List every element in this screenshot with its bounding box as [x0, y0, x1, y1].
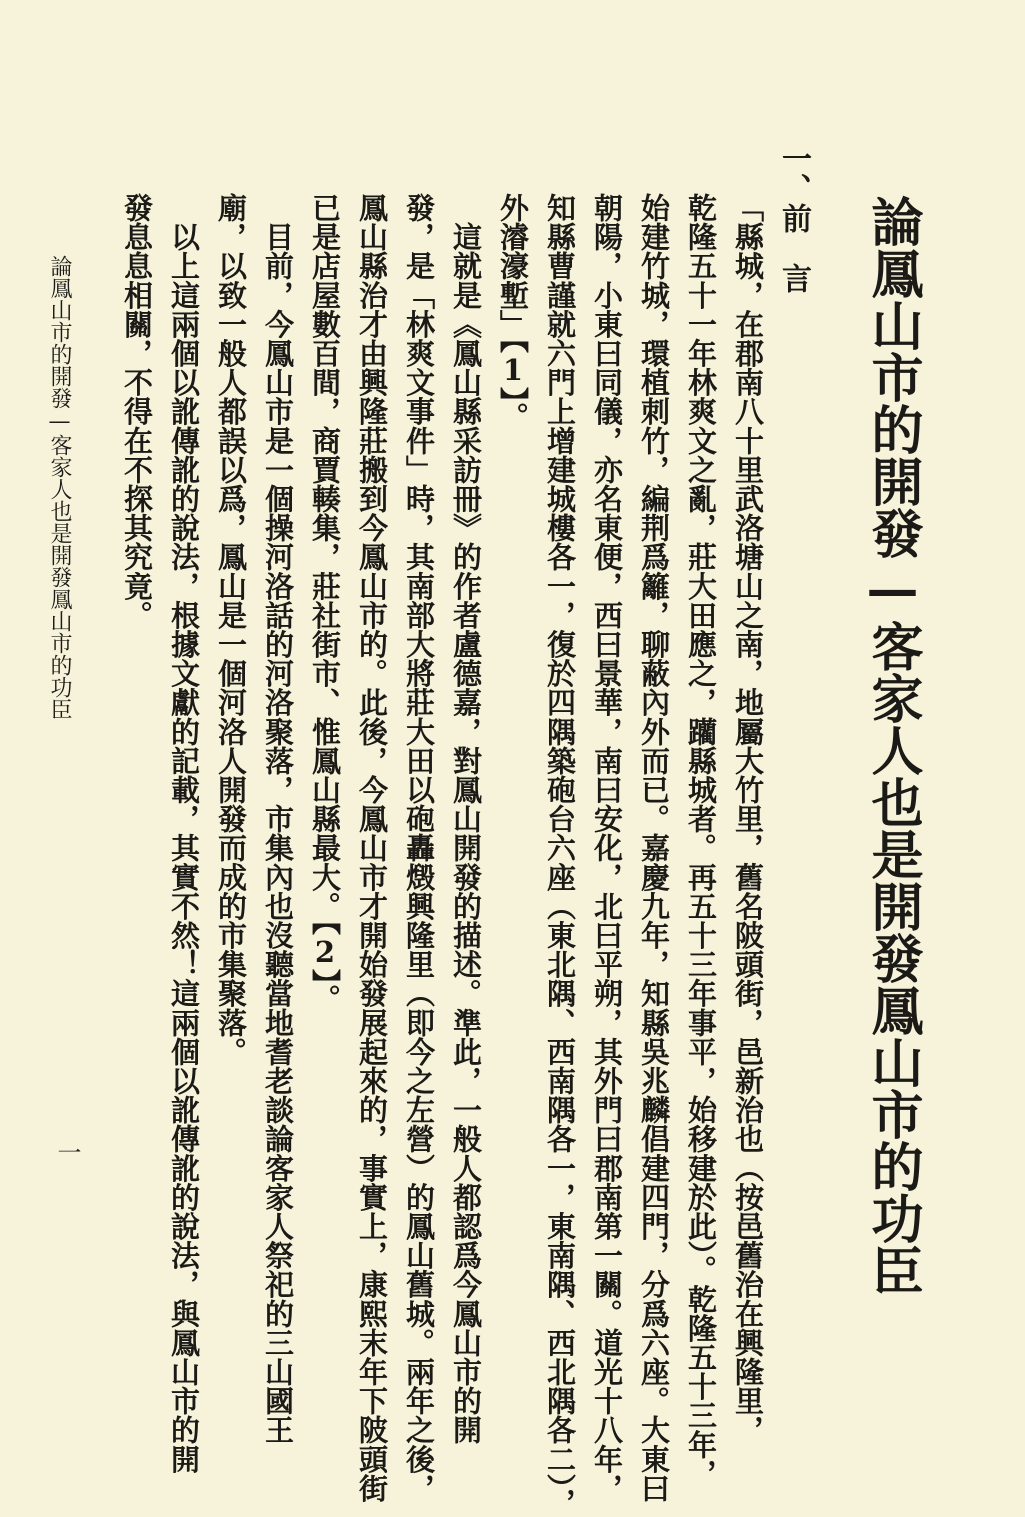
- body-line: 外濬濠塹」【1】。: [496, 193, 530, 431]
- body-line: 發，是「林爽文事件」時，其南部大將莊大田以砲轟燬興隆里（即今之左營）的鳳山舊城。兩年之後，: [402, 193, 436, 1503]
- body-line: 以上這兩個以訛傳訛的說法，根據文獻的記載，其實不然！這兩個以訛傳訛的說法，與鳳山市的開: [167, 193, 201, 1474]
- body-line: 已是店屋數百間，商賈輳集，莊社街市、惟鳳山縣最大。【2】。: [308, 193, 342, 1013]
- body-line: 始建竹城，環植刺竹，編荆爲籬，聊蔽內外而已。嘉慶九年，知縣吳兆麟倡建四門，分爲六座。大東曰: [637, 193, 671, 1503]
- running-title: 論鳳山市的開發—客家人也是開發鳳山市的功臣: [47, 255, 72, 720]
- body-line: 「縣城，在郡南八十里武洛塘山之南，地屬大竹里，舊名陂頭街，邑新治也（按邑舊治在興隆里，: [731, 193, 765, 1445]
- body-line: 知縣曹謹就六門上增建城樓各一，復於四隅築砲台六座（東北隅、西南隅各一，東南隅、西北隅各二），: [543, 193, 577, 1517]
- body-line: 廟，以致一般人都誤以爲，鳳山是一個河洛人開發而成的市集聚落。: [214, 193, 248, 1066]
- section-heading: 一、前 言: [776, 143, 811, 293]
- body-line: 鳳山縣治才由興隆莊搬到今鳳山市的。此後，今鳳山市才開始發展起來的，事實上，康熙末年下陂頭街: [355, 193, 389, 1503]
- body-line: 這就是《鳳山縣采訪冊》的作者盧德嘉，對鳳山開發的描述。準此，一般人都認爲今鳳山市的開: [449, 193, 483, 1445]
- page-number: 一: [53, 1140, 81, 1164]
- article-title: 論鳳山市的開發—客家人也是開發鳳山市的功臣: [862, 195, 923, 1296]
- body-line: 目前，今鳳山市是一個操河洛話的河洛聚落，市集內也沒聽當地耆老談論客家人祭祀的三山國王: [261, 193, 295, 1445]
- body-line: 乾隆五十一年林爽文之亂，莊大田應之，躪縣城者。再五十三年事平，始移建於此）。乾隆五十三年，: [684, 193, 718, 1488]
- body-line: 發息息相關，不得在不探其究竟。: [120, 193, 154, 630]
- body-line: 朝陽，小東曰同儀，亦名東便，西曰景華，南曰安化，北曰平朔，其外門曰郡南第一關。道光十八年，: [590, 193, 624, 1503]
